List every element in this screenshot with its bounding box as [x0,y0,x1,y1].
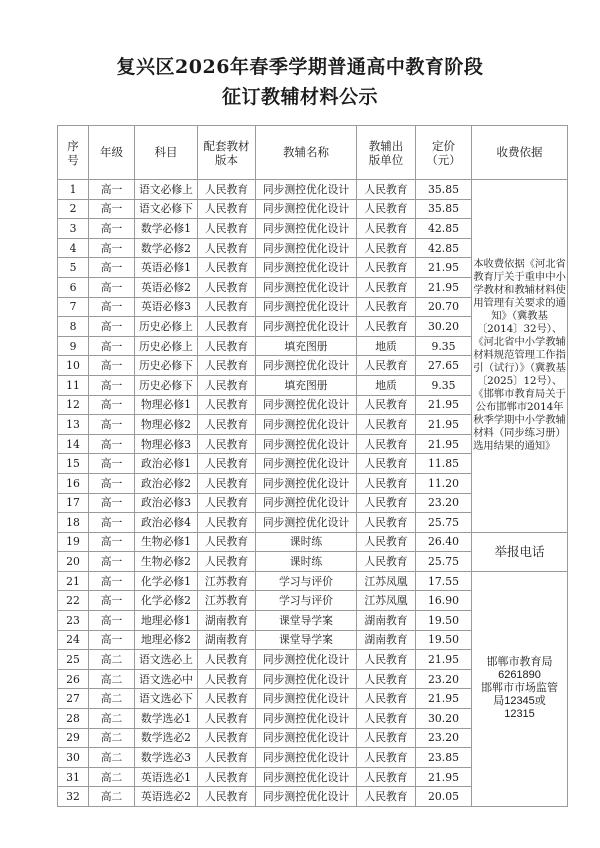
report-contact-block [472,571,568,806]
cell-material-name: 同步测控优化设计 [256,317,357,337]
cell-publisher: 人民教育 [357,219,416,239]
cell-no: 28 [58,709,89,729]
contact-line: 邯郸市市场监管 [481,682,558,695]
cell-material-name: 同步测控优化设计 [256,434,357,454]
cell-publisher: 人民教育 [357,238,416,258]
cell-textbook-version: 湖南教育 [198,611,256,631]
cell-no: 12 [58,395,89,415]
cell-subject: 英语必修2 [135,277,198,297]
cell-publisher: 人民教育 [357,787,416,807]
cell-material-name: 学习与评价 [256,591,357,611]
cell-price: 21.95 [416,767,472,787]
table-header [58,126,568,180]
cell-price: 9.35 [416,336,472,356]
cell-publisher: 人民教育 [357,767,416,787]
cell-textbook-version: 人民教育 [198,748,256,768]
cell-material-name: 同步测控优化设计 [256,395,357,415]
cell-grade: 高二 [89,669,135,689]
cell-no: 19 [58,532,89,552]
cell-publisher: 人民教育 [357,493,416,513]
cell-subject: 数学必修1 [135,219,198,239]
cell-price: 19.50 [416,611,472,631]
cell-grade: 高二 [89,748,135,768]
table-row [58,532,568,552]
contact-line: 6261890 [498,669,541,682]
cell-publisher: 湖南教育 [357,630,416,650]
table-header-row [58,126,568,180]
cell-no: 20 [58,552,89,572]
cell-price: 21.95 [416,650,472,670]
cell-subject: 地理必修1 [135,611,198,631]
cell-grade: 高一 [89,238,135,258]
cell-publisher: 人民教育 [357,669,416,689]
cell-material-name: 同步测控优化设计 [256,297,357,317]
cell-publisher: 人民教育 [357,356,416,376]
cell-grade: 高一 [89,571,135,591]
cell-grade: 高一 [89,415,135,435]
column-header-no: 序 号 [58,126,89,180]
cell-grade: 高一 [89,513,135,533]
materials-table-container [57,125,566,807]
cell-subject: 语文必修上 [135,180,198,200]
cell-textbook-version: 人民教育 [198,395,256,415]
cell-subject: 语文必修下 [135,199,198,219]
cell-grade: 高一 [89,532,135,552]
cell-publisher: 地质 [357,336,416,356]
cell-subject: 政治必修4 [135,513,198,533]
cell-grade: 高一 [89,375,135,395]
table-body [58,180,568,807]
cell-subject: 历史必修上 [135,317,198,337]
cell-publisher: 江苏凤凰 [357,591,416,611]
cell-material-name: 同步测控优化设计 [256,748,357,768]
cell-subject: 英语必修1 [135,258,198,278]
cell-no: 10 [58,356,89,376]
cell-material-name: 同步测控优化设计 [256,709,357,729]
cell-material-name: 同步测控优化设计 [256,767,357,787]
column-header-textbook-version: 配套教材 版本 [198,126,256,180]
cell-subject: 政治必修1 [135,454,198,474]
cell-no: 25 [58,650,89,670]
cell-price: 19.50 [416,630,472,650]
cell-no: 22 [58,591,89,611]
cell-subject: 化学必修1 [135,571,198,591]
cell-material-name: 同步测控优化设计 [256,513,357,533]
cell-price: 9.35 [416,375,472,395]
cell-grade: 高二 [89,709,135,729]
column-header-subject: 科目 [135,126,198,180]
cell-no: 30 [58,748,89,768]
cell-subject: 语文选必下 [135,689,198,709]
contact-line: 12315 [504,708,535,721]
cell-subject: 生物必修1 [135,532,198,552]
title-line-2: 征订教辅材料公示 [221,86,378,108]
cell-textbook-version: 人民教育 [198,493,256,513]
cell-material-name: 同步测控优化设计 [256,650,357,670]
cell-subject: 数学必修2 [135,238,198,258]
cell-no: 21 [58,571,89,591]
materials-table [57,125,568,807]
cell-no: 27 [58,689,89,709]
cell-no: 18 [58,513,89,533]
column-header-publisher: 教辅出 版单位 [357,126,416,180]
cell-price: 20.05 [416,787,472,807]
cell-grade: 高一 [89,591,135,611]
cell-material-name: 同步测控优化设计 [256,415,357,435]
cell-price: 21.95 [416,415,472,435]
cell-material-name: 课时练 [256,532,357,552]
cell-textbook-version: 人民教育 [198,650,256,670]
cell-no: 5 [58,258,89,278]
cell-subject: 地理必修2 [135,630,198,650]
report-hotline-label: 举报电话 [472,532,568,571]
cell-price: 21.95 [416,689,472,709]
cell-publisher: 人民教育 [357,709,416,729]
cell-price: 11.85 [416,454,472,474]
cell-subject: 数学选必3 [135,748,198,768]
cell-price: 23.20 [416,669,472,689]
cell-no: 16 [58,473,89,493]
cell-price: 23.85 [416,748,472,768]
cell-subject: 物理必修1 [135,395,198,415]
cell-no: 1 [58,180,89,200]
table-row [58,180,568,200]
cell-textbook-version: 人民教育 [198,532,256,552]
cell-textbook-version: 人民教育 [198,689,256,709]
cell-no: 14 [58,434,89,454]
cell-publisher: 人民教育 [357,552,416,572]
cell-subject: 生物必修2 [135,552,198,572]
cell-price: 16.90 [416,591,472,611]
cell-no: 17 [58,493,89,513]
cell-material-name: 同步测控优化设计 [256,180,357,200]
cell-textbook-version: 人民教育 [198,199,256,219]
cell-grade: 高一 [89,317,135,337]
cell-grade: 高一 [89,336,135,356]
cell-textbook-version: 人民教育 [198,336,256,356]
cell-textbook-version: 人民教育 [198,434,256,454]
cell-price: 25.75 [416,513,472,533]
cell-grade: 高一 [89,630,135,650]
cell-textbook-version: 人民教育 [198,787,256,807]
cell-grade: 高二 [89,650,135,670]
cell-price: 35.85 [416,180,472,200]
cell-subject: 历史必修上 [135,336,198,356]
cell-material-name: 同步测控优化设计 [256,787,357,807]
cell-textbook-version: 人民教育 [198,473,256,493]
cell-textbook-version: 人民教育 [198,297,256,317]
cell-publisher: 人民教育 [357,513,416,533]
cell-publisher: 人民教育 [357,434,416,454]
cell-no: 6 [58,277,89,297]
cell-material-name: 同步测控优化设计 [256,199,357,219]
cell-price: 20.70 [416,297,472,317]
cell-subject: 英语选必2 [135,787,198,807]
cell-publisher: 人民教育 [357,728,416,748]
cell-grade: 高一 [89,219,135,239]
cell-publisher: 江苏凤凰 [357,571,416,591]
cell-grade: 高二 [89,767,135,787]
cell-subject: 英语必修3 [135,297,198,317]
cell-material-name: 填充图册 [256,375,357,395]
cell-grade: 高一 [89,473,135,493]
cell-subject: 语文选必上 [135,650,198,670]
cell-material-name: 填充图册 [256,336,357,356]
cell-publisher: 人民教育 [357,454,416,474]
cell-grade: 高一 [89,454,135,474]
cell-grade: 高一 [89,297,135,317]
cell-no: 7 [58,297,89,317]
cell-publisher: 人民教育 [357,180,416,200]
cell-textbook-version: 江苏教育 [198,571,256,591]
cell-textbook-version: 人民教育 [198,513,256,533]
cell-price: 30.20 [416,317,472,337]
cell-textbook-version: 江苏教育 [198,591,256,611]
cell-publisher: 人民教育 [357,415,416,435]
cell-price: 17.55 [416,571,472,591]
cell-material-name: 学习与评价 [256,571,357,591]
cell-publisher: 人民教育 [357,395,416,415]
cell-publisher: 人民教育 [357,650,416,670]
cell-textbook-version: 人民教育 [198,728,256,748]
cell-textbook-version: 人民教育 [198,709,256,729]
cell-textbook-version: 人民教育 [198,375,256,395]
cell-publisher: 湖南教育 [357,611,416,631]
cell-subject: 数学选必2 [135,728,198,748]
cell-grade: 高一 [89,356,135,376]
cell-no: 15 [58,454,89,474]
cell-no: 8 [58,317,89,337]
column-header-basis: 收费依据 [472,126,568,180]
cell-publisher: 人民教育 [357,317,416,337]
cell-textbook-version: 湖南教育 [198,630,256,650]
cell-subject: 历史必修下 [135,375,198,395]
table-row [58,571,568,591]
cell-textbook-version: 人民教育 [198,317,256,337]
cell-publisher: 人民教育 [357,748,416,768]
cell-no: 9 [58,336,89,356]
cell-publisher: 人民教育 [357,532,416,552]
cell-price: 26.40 [416,532,472,552]
cell-textbook-version: 人民教育 [198,454,256,474]
cell-textbook-version: 人民教育 [198,552,256,572]
cell-grade: 高一 [89,277,135,297]
cell-publisher: 人民教育 [357,258,416,278]
cell-price: 25.75 [416,552,472,572]
cell-publisher: 人民教育 [357,689,416,709]
cell-grade: 高二 [89,787,135,807]
cell-material-name: 同步测控优化设计 [256,219,357,239]
cell-material-name: 课堂导学案 [256,611,357,631]
cell-publisher: 地质 [357,375,416,395]
column-header-price: 定价 （元） [416,126,472,180]
cell-subject: 化学必修2 [135,591,198,611]
cell-no: 3 [58,219,89,239]
cell-price: 42.85 [416,238,472,258]
cell-publisher: 人民教育 [357,199,416,219]
cell-subject: 物理必修2 [135,415,198,435]
cell-no: 31 [58,767,89,787]
cell-price: 21.95 [416,277,472,297]
contact-line: 局12345或 [493,695,546,708]
cell-grade: 高一 [89,552,135,572]
cell-grade: 高一 [89,493,135,513]
cell-subject: 英语选必1 [135,767,198,787]
cell-textbook-version: 人民教育 [198,356,256,376]
page-title [0,0,600,112]
cell-subject: 语文选必中 [135,669,198,689]
cell-no: 11 [58,375,89,395]
cell-subject: 政治必修3 [135,493,198,513]
cell-textbook-version: 人民教育 [198,415,256,435]
cell-price: 42.85 [416,219,472,239]
cell-no: 24 [58,630,89,650]
cell-textbook-version: 人民教育 [198,238,256,258]
cell-price: 21.95 [416,395,472,415]
cell-textbook-version: 人民教育 [198,767,256,787]
contact-line: 邯郸市教育局 [486,656,553,669]
cell-material-name: 同步测控优化设计 [256,689,357,709]
cell-material-name: 同步测控优化设计 [256,238,357,258]
cell-price: 11.20 [416,473,472,493]
cell-textbook-version: 人民教育 [198,277,256,297]
cell-textbook-version: 人民教育 [198,669,256,689]
cell-textbook-version: 人民教育 [198,219,256,239]
cell-price: 27.65 [416,356,472,376]
cell-no: 4 [58,238,89,258]
cell-price: 35.85 [416,199,472,219]
cell-no: 26 [58,669,89,689]
column-header-material-name: 教辅名称 [256,126,357,180]
cell-grade: 高一 [89,258,135,278]
cell-material-name: 同步测控优化设计 [256,728,357,748]
cell-subject: 政治必修2 [135,473,198,493]
cell-publisher: 人民教育 [357,277,416,297]
cell-no: 13 [58,415,89,435]
cell-textbook-version: 人民教育 [198,258,256,278]
cell-grade: 高二 [89,689,135,709]
cell-material-name: 同步测控优化设计 [256,258,357,278]
cell-grade: 高一 [89,611,135,631]
cell-material-name: 同步测控优化设计 [256,669,357,689]
cell-no: 29 [58,728,89,748]
cell-grade: 高一 [89,434,135,454]
cell-price: 23.20 [416,493,472,513]
cell-material-name: 同步测控优化设计 [256,473,357,493]
cell-material-name: 同步测控优化设计 [256,277,357,297]
cell-price: 21.95 [416,258,472,278]
cell-material-name: 同步测控优化设计 [256,493,357,513]
title-line-1: 复兴区2026年春季学期普通高中教育阶段 [116,56,484,78]
cell-textbook-version: 人民教育 [198,180,256,200]
cell-publisher: 人民教育 [357,297,416,317]
cell-material-name: 课时练 [256,552,357,572]
cell-grade: 高二 [89,728,135,748]
cell-grade: 高一 [89,199,135,219]
cell-no: 2 [58,199,89,219]
column-header-grade: 年级 [89,126,135,180]
fee-basis-policy-text: 本收费依据《河北省教育厅关于重申中小学教材和教辅材料使用管理有关要求的通知》（冀教基〔2014〕32号）、《河北省中小学教辅材料规范管理工作指引（试行）》（冀教基〔2025〕12号）、《邯郸市教育局关于公布邯郸市2014年秋季学期中小学教辅材料（同步练习册）选用结果的通知》 [472,180,568,533]
cell-material-name: 课堂导学案 [256,630,357,650]
cell-price: 30.20 [416,709,472,729]
cell-material-name: 同步测控优化设计 [256,454,357,474]
cell-subject: 数学选必1 [135,709,198,729]
cell-material-name: 同步测控优化设计 [256,356,357,376]
cell-price: 23.20 [416,728,472,748]
cell-publisher: 人民教育 [357,473,416,493]
cell-subject: 历史必修下 [135,356,198,376]
cell-grade: 高一 [89,180,135,200]
cell-price: 21.95 [416,434,472,454]
cell-no: 32 [58,787,89,807]
cell-grade: 高一 [89,395,135,415]
cell-subject: 物理必修3 [135,434,198,454]
cell-no: 23 [58,611,89,631]
